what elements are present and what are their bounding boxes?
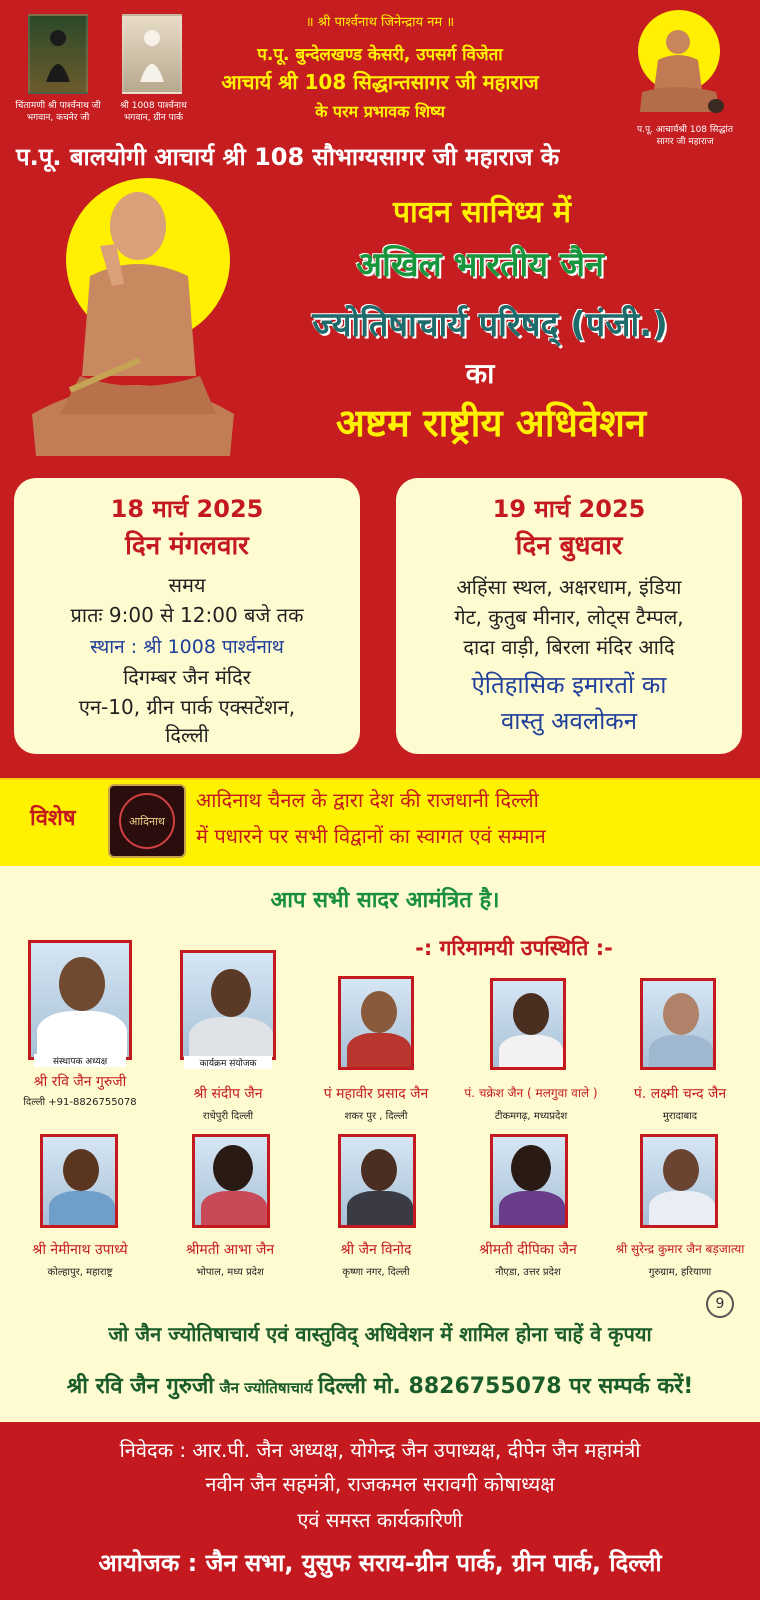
day1-time-label: समय — [168, 573, 206, 597]
guest-name-9: श्रीमती दीपिका जैन — [479, 1242, 577, 1258]
title-line-4: ज्योतिषाचार्य परिषद् (पंजी.) — [312, 305, 668, 345]
guest-name-7: श्रीमती आभा जैन — [185, 1242, 275, 1258]
footer-line-4: आयोजक : जैन सभा, युसुफ सराय-ग्रीन पार्क, ग्रीन पार्क, दिल्ली — [98, 1549, 662, 1577]
acharya-caption: प.पू. आचार्यश्री 108 सिद्धांत सागर जी महाराज — [637, 125, 733, 147]
day2-tour-line-1: ऐतिहासिक इमारतों का — [471, 671, 667, 699]
special-label: विशेष — [30, 806, 76, 831]
footer-line-2: नवीन जैन सहमंत्री, राजकमल सरावगी कोषाध्यक्ष — [205, 1472, 555, 1496]
guest-place-9: नौएडा, उत्तर प्रदेश — [495, 1267, 561, 1278]
guest-name-2: श्री संदीप जैन — [193, 1086, 263, 1102]
presence-heading: -: गरिमामयी उपस्थिति :- — [415, 936, 613, 960]
header-line-1: प.पू. बुन्देलखण्ड केसरी, उपसर्ग विजेता — [257, 45, 503, 65]
guest-place-4: टीकमगढ़, मध्यप्रदेश — [494, 1111, 568, 1122]
idol-icon — [38, 24, 78, 84]
day1-venue-line-4: दिल्ली — [165, 723, 209, 747]
guest-name-10: श्री सुरेन्द्र कुमार जैन बड़जात्या — [615, 1242, 745, 1256]
guest-photo-5 — [640, 978, 716, 1070]
guest-photo-10 — [640, 1134, 718, 1228]
special-line-2: में पधारने पर सभी विद्वानों का स्वागत एवं सम्मान — [196, 824, 546, 848]
day2-weekday: दिन बुधवार — [515, 531, 623, 561]
day2-card — [396, 478, 742, 754]
acharya-image — [636, 20, 726, 120]
channel-logo-text: आदिनाथ — [129, 814, 165, 828]
guest-role-1: संस्थापक अध्यक्ष — [34, 1054, 126, 1067]
guest-name-1: श्री रवि जैन गुरुजी — [33, 1074, 127, 1090]
guest-place-3: शकर पुर , दिल्ली — [344, 1111, 408, 1122]
guest-place-5: मुरादाबाद — [662, 1111, 698, 1122]
guest-name-8: श्री जैन विनोद — [340, 1242, 412, 1258]
invite-text: आप सभी सादर आमंत्रित है। — [270, 888, 500, 913]
day1-weekday: दिन मंगलवार — [125, 531, 249, 561]
channel-logo — [108, 784, 186, 858]
footer-line-3: एवं समस्त कार्यकारिणी — [297, 1508, 463, 1532]
idol-image-greenpark — [122, 14, 182, 94]
idol-caption-kachner: चिंतामणी श्री पार्श्वनाथ जी भगवान, कचनेर जी — [15, 101, 101, 123]
monk-image — [20, 186, 240, 464]
contact-line-1: जो जैन ज्योतिषाचार्य एवं वास्तुविद् अधिवेशन में शामिल होना चाहें वे कृपया — [108, 1322, 652, 1346]
idol-image-kachner — [28, 14, 88, 94]
title-line-5: का — [465, 357, 495, 390]
guest-photo-7 — [192, 1134, 270, 1228]
day2-tour-line-2: वास्तु अवलोकन — [500, 707, 638, 735]
guest-photo-8 — [338, 1134, 416, 1228]
header-line-3: के परम प्रभावक शिष्य — [315, 102, 445, 121]
idol-caption-greenpark: श्री 1008 पार्श्वनाथ भगवान, ग्रीन पार्क — [120, 101, 187, 123]
day2-date: 19 मार्च 2025 — [492, 495, 646, 523]
guest-role-2: कार्यक्रम संयोजक — [184, 1056, 272, 1069]
guest-place-8: कृष्णा नगर, दिल्ली — [342, 1267, 410, 1278]
day1-time: प्रातः 9:00 से 12:00 बजे तक — [70, 603, 304, 627]
day1-venue-line-3: एन-10, ग्रीन पार्क एक्सटेंशन, — [78, 695, 296, 719]
guest-photo-2 — [180, 950, 276, 1060]
guest-place-1: दिल्ली +91-8826755078 — [23, 1097, 137, 1108]
day1-venue-line-2: दिगम्बर जैन मंदिर — [123, 665, 251, 689]
guest-name-6: श्री नेमीनाथ उपाध्ये — [32, 1242, 128, 1258]
title-line-3: अखिल भारतीय जैन — [356, 245, 604, 285]
guest-place-7: भोपाल, मध्य प्रदेश — [196, 1267, 264, 1278]
title-line-6: अष्टम राष्ट्रीय अधिवेशन — [335, 401, 647, 445]
day1-card — [14, 478, 360, 754]
guest-place-10: गुरुग्राम, हरियाणा — [648, 1267, 712, 1278]
day2-places-line-1: अहिंसा स्थल, अक्षरधाम, इंडिया — [456, 575, 682, 599]
day1-date: 18 मार्च 2025 — [110, 495, 264, 523]
guest-photo-3 — [338, 976, 414, 1070]
guest-photo-6 — [40, 1134, 118, 1228]
guest-name-4: पं. चक्रेश जैन ( मलगुवा वाले ) — [464, 1086, 598, 1100]
guest-photo-4 — [490, 978, 566, 1070]
contact-line-2 — [20, 1370, 740, 1400]
guest-name-5: पं. लक्ष्मी चन्द जैन — [633, 1086, 727, 1102]
guest-photo-9 — [490, 1134, 568, 1228]
day2-places-line-2: गेट, कुतुब मीनार, लोट्स टैम्पल, — [454, 605, 684, 629]
title-line-1: प.पू. बालयोगी आचार्य श्री 108 सौभाग्यसागर जी महाराज के — [16, 143, 560, 171]
invocation: ॥ श्री पार्श्वनाथ जिनेन्द्राय नम ॥ — [305, 15, 455, 30]
guest-place-2: राधेपुरी दिल्ली — [202, 1111, 254, 1122]
contact-title: जैन ज्योतिषाचार्य — [219, 1379, 313, 1397]
contact-phone: दिल्ली मो. 8826755078 पर सम्पर्क करें! — [318, 1374, 694, 1399]
day1-venue-line-1: स्थान : श्री 1008 पार्श्वनाथ — [90, 636, 284, 658]
title-line-2: पावन सानिध्य में — [392, 195, 572, 230]
header-line-2: आचार्य श्री 108 सिद्धान्तसागर जी महाराज — [221, 70, 539, 94]
idol-icon — [132, 24, 172, 84]
day2-places-line-3: दादा वाड़ी, बिरला मंदिर आदि — [463, 635, 675, 659]
page-number: 9 — [706, 1290, 734, 1318]
guest-photo-1 — [28, 940, 132, 1060]
guest-place-6: कोल्हापुर, महाराष्ट्र — [47, 1267, 113, 1278]
contact-name: श्री रवि जैन गुरुजी — [66, 1374, 214, 1399]
guest-name-3: पं महावीर प्रसाद जैन — [323, 1086, 429, 1102]
special-line-1: आदिनाथ चैनल के द्वारा देश की राजधानी दिल्ली — [196, 788, 539, 812]
footer-line-1: निवेदक : आर.पी. जैन अध्यक्ष, योगेन्द्र जैन उपाध्यक्ष, दीपेन जैन महामंत्री — [119, 1438, 641, 1462]
